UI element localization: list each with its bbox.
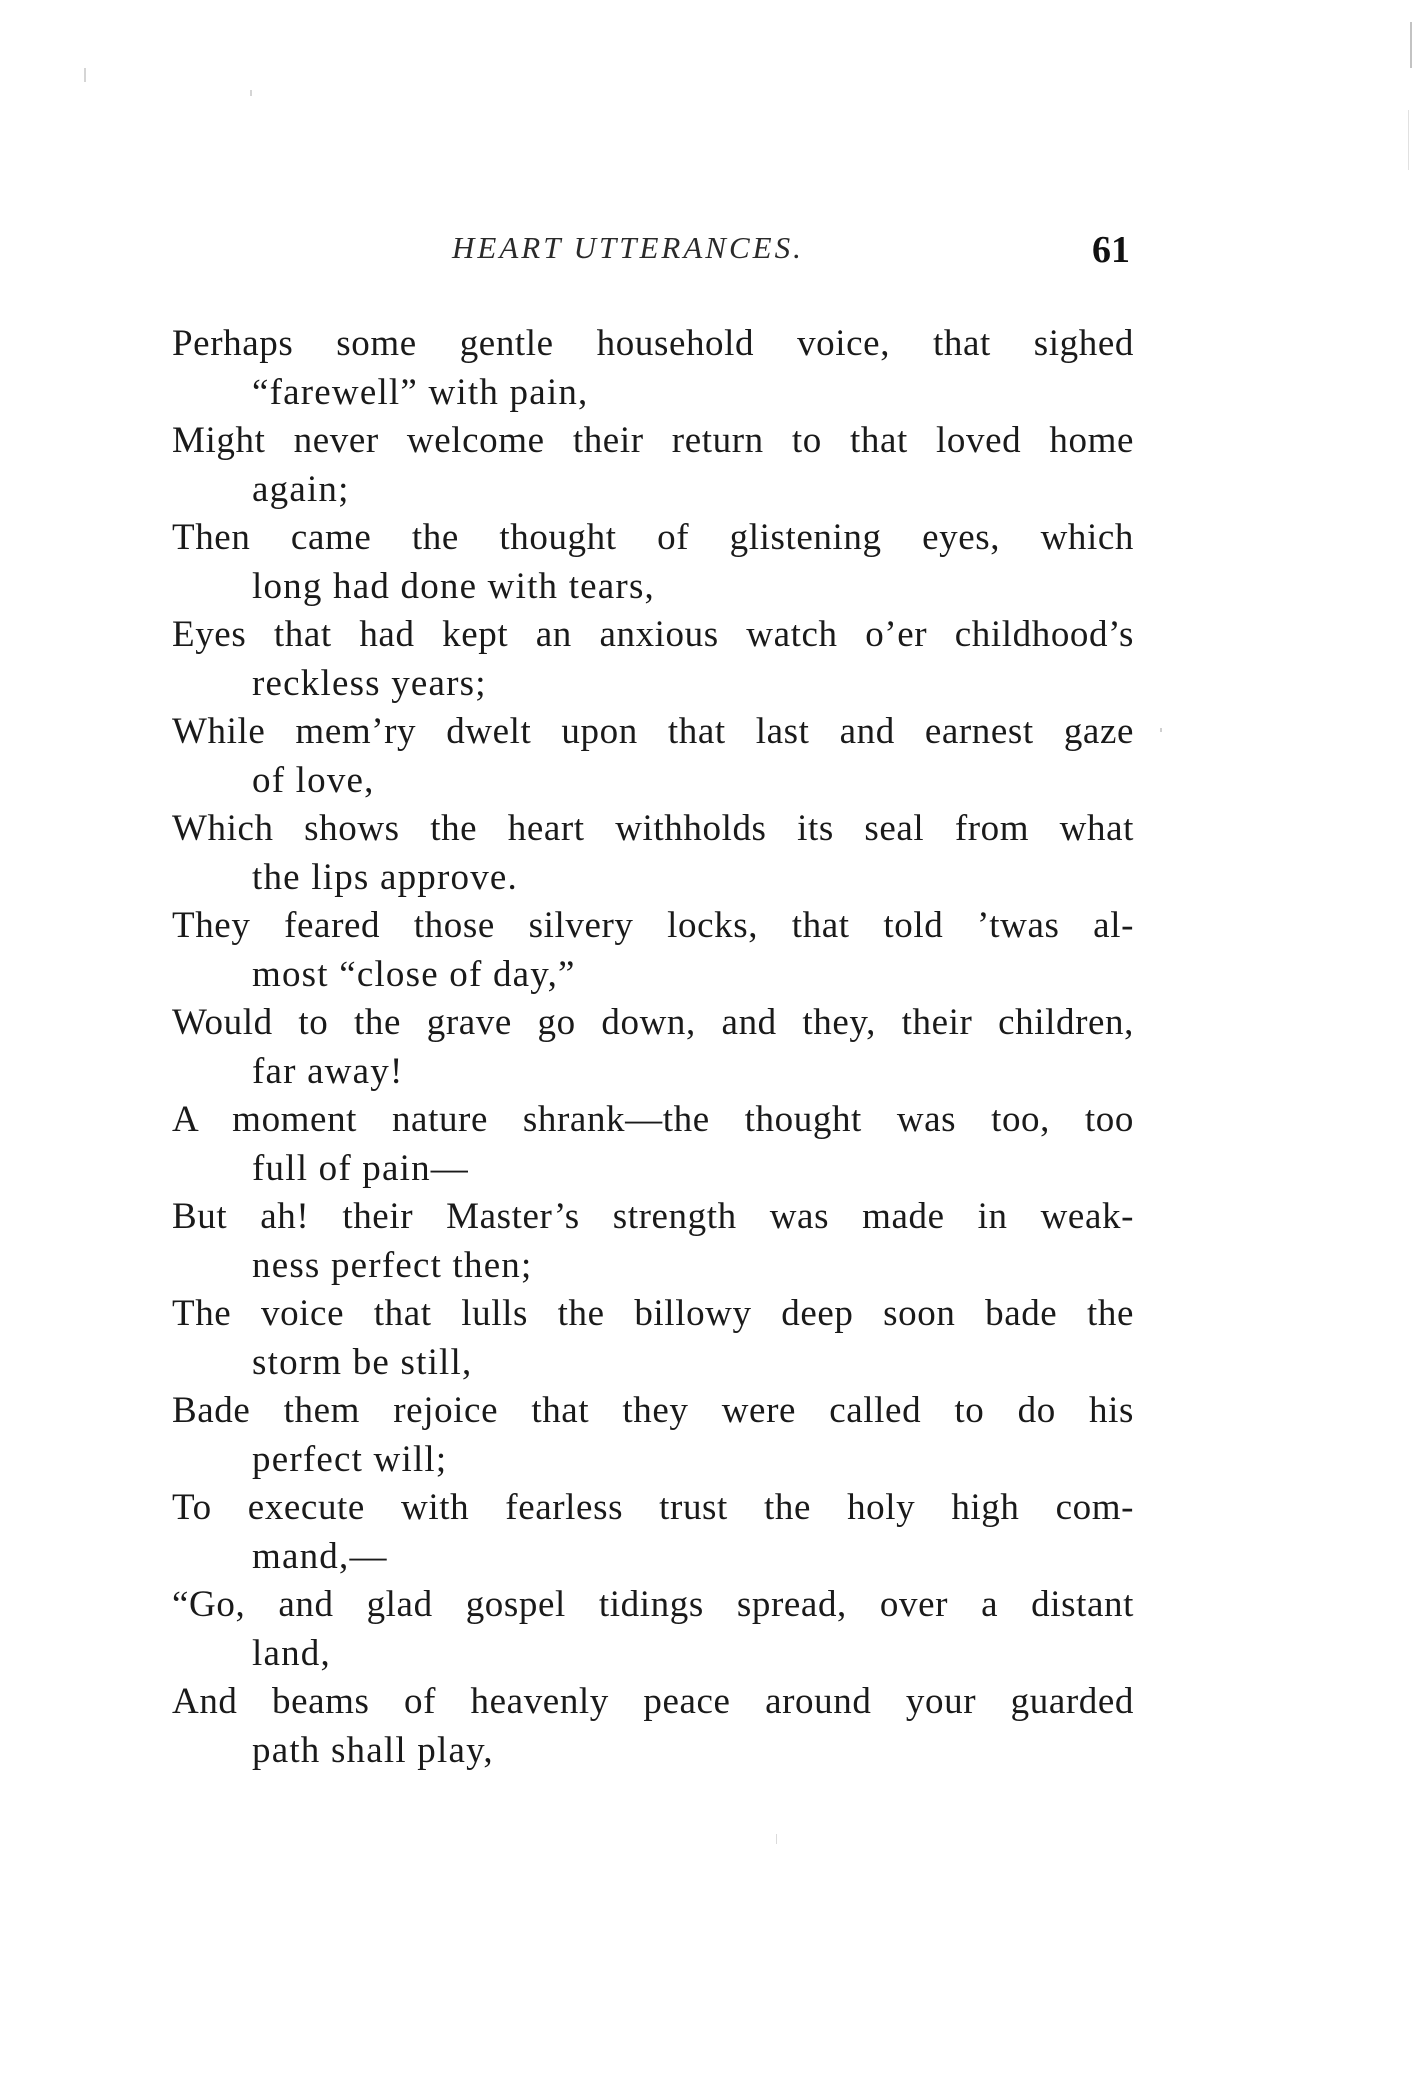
running-title: HEART UTTERANCES. — [452, 230, 804, 265]
verse-line: And beams of heavenly peace around your guarded — [172, 1681, 1134, 1722]
poem-line — [172, 708, 1134, 805]
verse-line: But ah! their Master’s strength was made in weak- — [172, 1196, 1134, 1237]
poem-line — [172, 611, 1134, 708]
scan-speck — [1160, 728, 1162, 732]
verse-line: Might never welcome their return to that loved home — [172, 420, 1134, 461]
scan-speck — [776, 1834, 777, 1844]
verse-continuation: the lips approve. — [252, 856, 518, 898]
poem-line — [172, 514, 1134, 611]
verse-line: They feared those silvery locks, that told ’twas al- — [172, 905, 1134, 946]
verse-line: To execute with fearless trust the holy high com- — [172, 1487, 1134, 1528]
verse-continuation: long had done with tears, — [252, 565, 655, 607]
poem-line — [172, 320, 1134, 417]
verse-continuation: far away! — [252, 1050, 404, 1092]
poem-line — [172, 1290, 1134, 1387]
verse-line: While mem’ry dwelt upon that last and earnest gaze — [172, 711, 1134, 752]
page-header — [172, 222, 1130, 282]
verse-line: “Go, and glad gospel tidings spread, over a distant — [172, 1584, 1134, 1625]
verse-line: Would to the grave go down, and they, their children, — [172, 1002, 1134, 1043]
verse-continuation: path shall play, — [252, 1729, 494, 1771]
poem-line — [172, 1484, 1134, 1581]
verse-line: Eyes that had kept an anxious watch o’er childhood’s — [172, 614, 1134, 655]
verse-continuation: again; — [252, 468, 350, 510]
verse-continuation: most “close of day,” — [252, 953, 576, 995]
verse-continuation: storm be still, — [252, 1341, 473, 1383]
verse-continuation: full of pain— — [252, 1147, 470, 1189]
scan-speck — [1408, 110, 1409, 170]
poem-line — [172, 805, 1134, 902]
page-number: 61 — [1092, 229, 1130, 271]
verse-continuation: land, — [252, 1632, 331, 1674]
poem-line — [172, 1678, 1134, 1775]
poem-line — [172, 1096, 1134, 1193]
scan-speck — [1410, 22, 1412, 68]
verse-line: Which shows the heart withholds its seal from what — [172, 808, 1134, 849]
poem-line — [172, 1387, 1134, 1484]
scan-speck — [84, 68, 86, 82]
verse-line: The voice that lulls the billowy deep soon bade the — [172, 1293, 1134, 1334]
poem-body — [172, 320, 1134, 1775]
verse-line: Bade them rejoice that they were called to do his — [172, 1390, 1134, 1431]
verse-continuation: mand,— — [252, 1535, 388, 1577]
poem-line — [172, 1193, 1134, 1290]
verse-continuation: reckless years; — [252, 662, 487, 704]
poem-line — [172, 417, 1134, 514]
verse-continuation: perfect will; — [252, 1438, 448, 1480]
poem-line — [172, 902, 1134, 999]
scan-speck — [250, 90, 252, 96]
verse-line: A moment nature shrank—the thought was too, too — [172, 1099, 1134, 1140]
verse-continuation: of love, — [252, 759, 375, 801]
verse-line: Perhaps some gentle household voice, that sighed — [172, 323, 1134, 364]
verse-continuation: “farewell” with pain, — [252, 371, 589, 413]
verse-continuation: ness perfect then; — [252, 1244, 533, 1286]
verse-line: Then came the thought of glistening eyes, which — [172, 517, 1134, 558]
poem-line — [172, 1581, 1134, 1678]
poem-line — [172, 999, 1134, 1096]
